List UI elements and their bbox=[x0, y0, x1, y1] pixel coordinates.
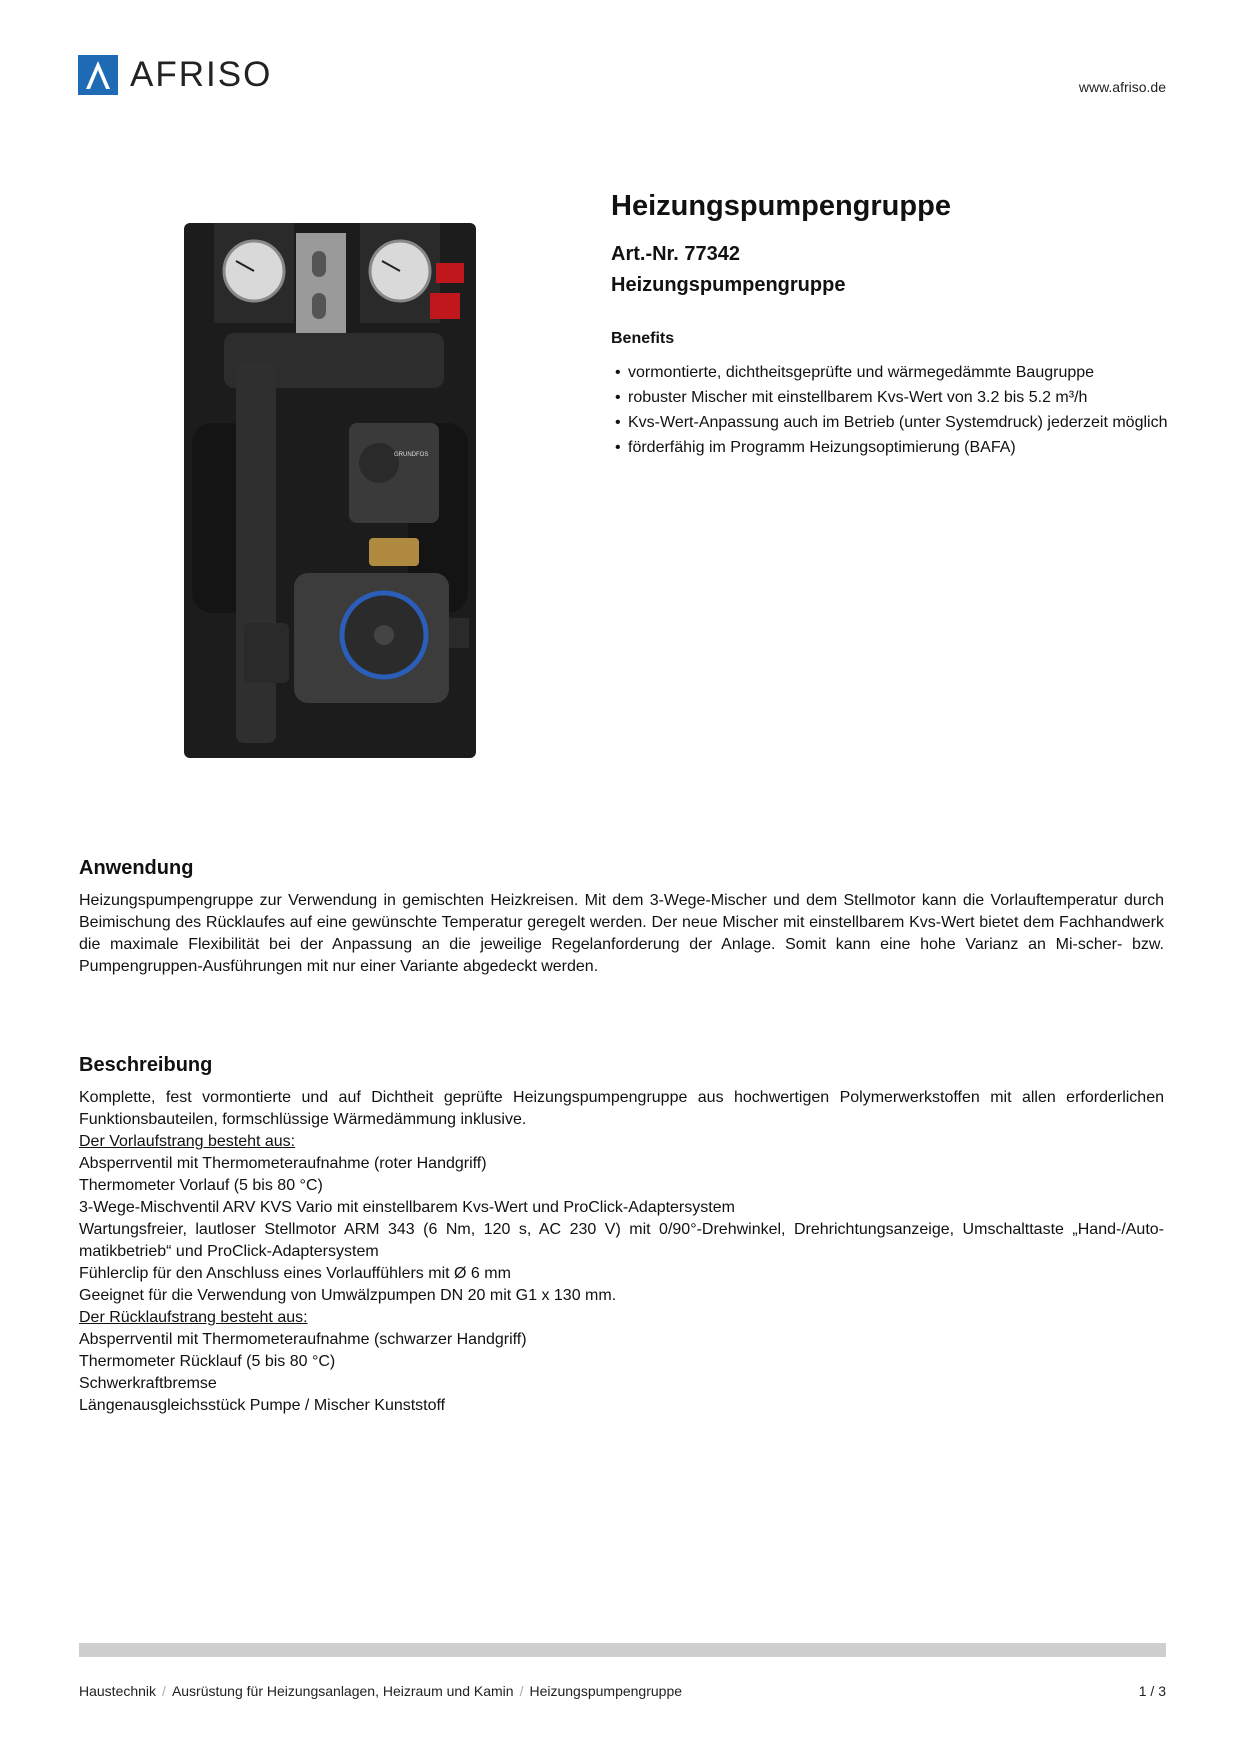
footer bbox=[79, 1683, 1166, 1699]
product-image bbox=[184, 223, 476, 758]
article-number: Art.-Nr. 77342 bbox=[611, 243, 740, 265]
benefit-item: • Kvs-Wert-Anpassung auch im Betrieb (unter Systemdruck) jederzeit möglich bbox=[611, 413, 1171, 433]
ruecklauf-item: Thermometer Rücklauf (5 bis 80 °C) bbox=[79, 1353, 336, 1370]
ruecklauf-item: Längenausgleichsstück Pumpe / Mischer Kunststoff bbox=[79, 1397, 446, 1414]
beschreibung-section bbox=[79, 1053, 1164, 1417]
anwendung-heading: Anwendung bbox=[79, 857, 194, 879]
benefit-item: • förderfähig im Programm Heizungsoptimierung (BAFA) bbox=[611, 438, 1171, 458]
benefit-item: • vormontierte, dichtheitsgeprüfte und wärmegedämmte Baugruppe bbox=[611, 363, 1171, 383]
page-number: 1 / 3 bbox=[1138, 1683, 1166, 1699]
vorlauf-item: Absperrventil mit Thermometeraufnahme (roter Handgriff) bbox=[79, 1155, 487, 1172]
ruecklauf-heading: Der Rücklaufstrang besteht aus: bbox=[79, 1309, 308, 1326]
ruecklauf-item: Schwerkraftbremse bbox=[79, 1375, 217, 1392]
vorlauf-item: Thermometer Vorlauf (5 bis 80 °C) bbox=[79, 1177, 323, 1194]
afriso-logo-icon bbox=[78, 55, 118, 95]
product-subtitle: Heizungspumpengruppe bbox=[611, 274, 846, 296]
website-link[interactable]: www.afriso.de bbox=[1078, 79, 1166, 95]
footer-divider bbox=[79, 1643, 1166, 1657]
vorlauf-heading: Der Vorlaufstrang besteht aus: bbox=[79, 1133, 296, 1150]
page-title: Heizungspumpengruppe bbox=[611, 190, 951, 222]
benefits-list bbox=[611, 363, 1171, 458]
breadcrumb-item[interactable]: Heizungspumpengruppe bbox=[529, 1683, 683, 1699]
ruecklauf-item: Absperrventil mit Thermometeraufnahme (schwarzer Handgriff) bbox=[79, 1331, 527, 1348]
anwendung-text: Heizungspumpengruppe zur Verwendung in gemischten Heizkreisen. Mit dem 3-Wege-Mischer und dem Stellmotor kann die Vorlauftemperatur durch Beimischung des Rücklaufes auf eine gewünschte Temperatur geregelt werden. Der neue Mischer mit einstellbarem Kvs-Wert bietet dem Fachhandwerk die maximale Flexibilität bei der Anpassung an die jeweilige Regelanforderung der Anlage. Somit kann eine hohe Varianz an Mi-scher- bzw. Pumpengruppen-Ausführungen mit nur einer Variante abgedeckt werden. bbox=[79, 892, 1164, 975]
anwendung-section bbox=[79, 856, 1164, 978]
pump-brand-label: GRUNDFOS bbox=[394, 452, 429, 458]
breadcrumb-separator: / bbox=[162, 1683, 166, 1699]
brand-name: AFRISO bbox=[130, 55, 273, 94]
afriso-logo bbox=[78, 55, 272, 95]
beschreibung-heading: Beschreibung bbox=[79, 1054, 213, 1076]
beschreibung-intro: Komplette, fest vormontierte und auf Dichtheit geprüfte Heizungspumpengruppe aus hochwertigen Polymerwerkstoffen mit allen erforderlichen Funktionsbauteilen, formschlüssige Wärmedämmung inklusive. bbox=[79, 1089, 1164, 1128]
vorlauf-item: Geeignet für die Verwendung von Umwälzpumpen DN 20 mit G1 x 130 mm. bbox=[79, 1287, 617, 1304]
benefits-heading: Benefits bbox=[611, 330, 675, 347]
vorlauf-item: 3-Wege-Mischventil ARV KVS Vario mit einstellbarem Kvs-Wert und ProClick-Adaptersystem bbox=[79, 1199, 735, 1216]
breadcrumb bbox=[79, 1683, 682, 1699]
benefit-item: • robuster Mischer mit einstellbarem Kvs-Wert von 3.2 bis 5.2 m³/h bbox=[611, 388, 1171, 408]
breadcrumb-separator: / bbox=[519, 1683, 524, 1699]
vorlauf-item: Fühlerclip für den Anschluss eines Vorlauffühlers mit Ø 6 mm bbox=[79, 1265, 511, 1282]
vorlauf-item: Wartungsfreier, lautloser Stellmotor ARM 343 (6 Nm, 120 s, AC 230 V) mit 0/90°-Drehwinkel, Drehrichtungsanzeige, Umschalttaste „Hand-/Auto-matikbetrieb“ und ProClick-Adaptersystem bbox=[79, 1221, 1164, 1260]
product-header bbox=[611, 188, 1171, 463]
breadcrumb-item[interactable]: Haustechnik bbox=[79, 1683, 157, 1699]
breadcrumb-item[interactable]: Ausrüstung für Heizungsanlagen, Heizraum und Kamin bbox=[171, 1683, 514, 1699]
